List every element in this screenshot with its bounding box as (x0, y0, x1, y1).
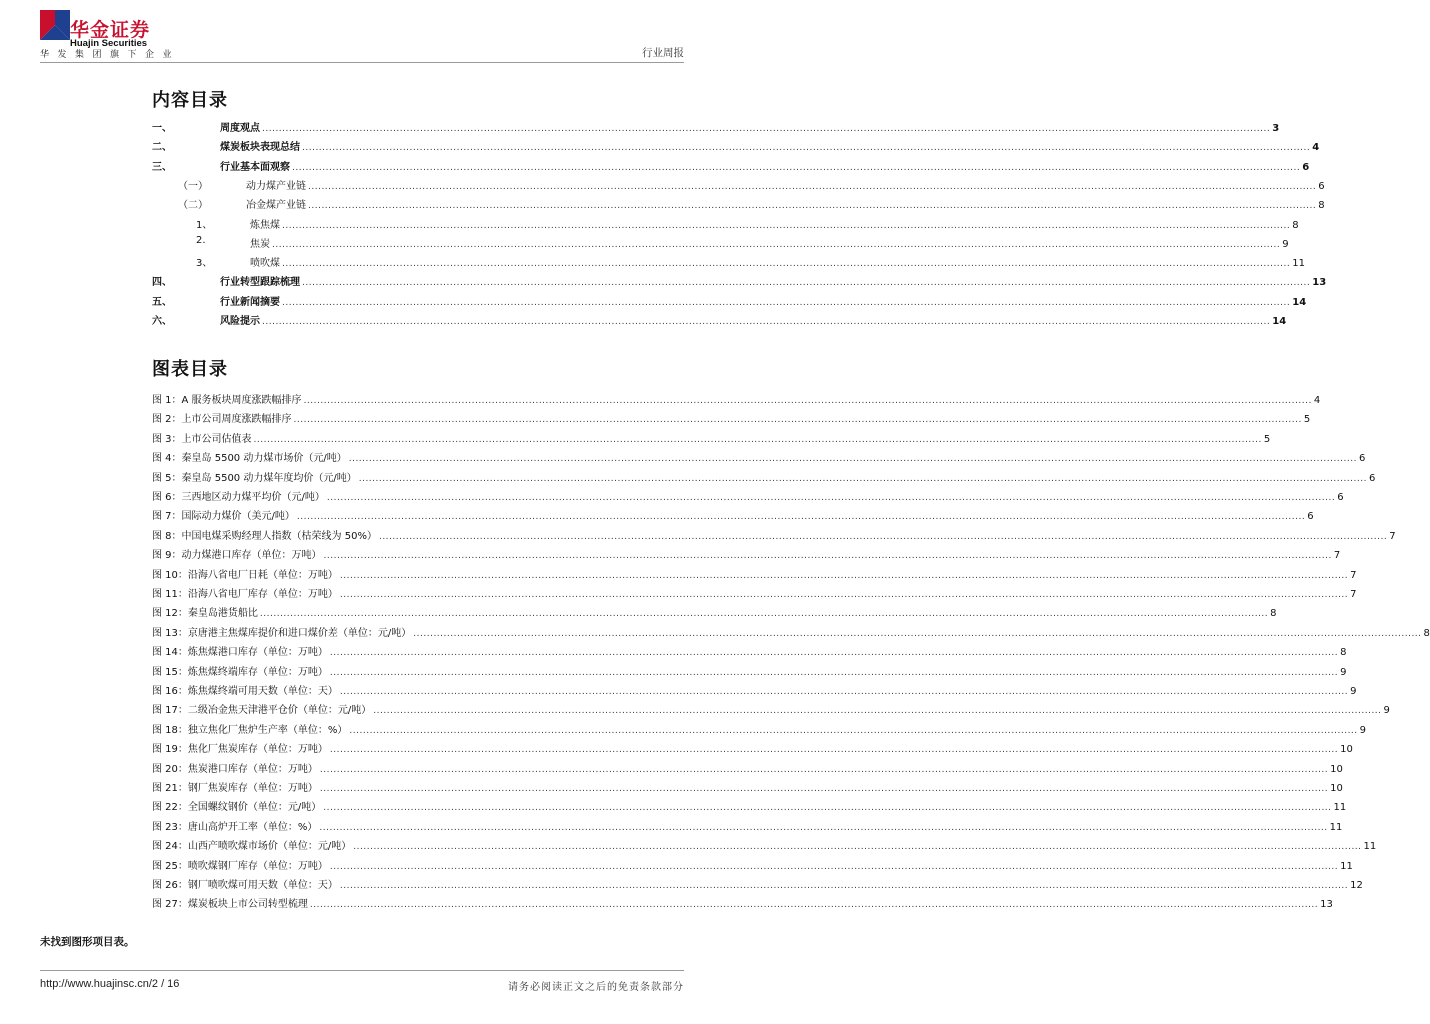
figure-entry-page: 9 (1340, 666, 1347, 678)
figure-entry[interactable] (152, 449, 1366, 467)
toc-entry-label: 行业转型跟踪梳理 (220, 277, 300, 289)
figure-entry-label: 图 25：喷吹煤钢厂库存（单位：万吨） (152, 860, 328, 872)
leader-dots: ............................................................................................................................................................................................................................................................................................................ (308, 181, 1317, 192)
figure-entry-label: 图 11：沿海八省电厂库存（单位：万吨） (152, 589, 338, 600)
toc-entry-page: 9 (1282, 238, 1289, 250)
toc-entry-label: 行业基本面观察 (220, 161, 290, 173)
leader-dots: ............................................................................................................................................................................................................................................................................................................ (339, 687, 1349, 697)
leader-dots: ............................................................................................................................................................................................................................................................................................................ (309, 900, 1319, 911)
toc-entry-page: 14 (1292, 296, 1307, 308)
toc-entry[interactable] (152, 293, 1307, 311)
leader-dots: ............................................................................................................................................................................................................................................................................................................ (329, 861, 1339, 872)
toc-entry-page: 14 (1272, 316, 1287, 327)
figure-entry-page: 11 (1340, 860, 1353, 872)
figure-entry[interactable] (152, 895, 1333, 913)
leader-dots: ............................................................................................................................................................................................................................................................................................................ (282, 220, 1291, 231)
toc-entry-number: （一） (178, 180, 208, 192)
figure-entry[interactable] (152, 721, 1367, 739)
figure-entry[interactable] (152, 507, 1314, 525)
figure-entry-label: 图 1：A 服务板块周度涨跌幅排序 (152, 395, 302, 406)
figure-entry-label: 图 8：中国电煤采购经理人指数（枯荣线为 50%） (152, 530, 377, 542)
leader-dots: ............................................................................................................................................................................................................................................................................................................ (293, 415, 1302, 426)
leader-dots: ............................................................................................................................................................................................................................................................................................................ (302, 143, 1311, 154)
figure-entry-page: 5 (1303, 414, 1311, 426)
figure-entry-label: 图 14：炼焦煤港口库存（单位：万吨） (152, 647, 328, 659)
toc-entry-label: 周度观点 (220, 123, 260, 134)
leader-dots: ............................................................................................................................................................................................................................................................................................................ (319, 822, 1328, 833)
toc-entry-page: 8 (1318, 200, 1325, 212)
toc-entry-number: 六、 (152, 316, 172, 327)
figure-entry-label: 图 9：动力煤港口库存（单位：万吨） (152, 550, 322, 562)
no-figure-list-note: 未找到图形项目表。 (40, 936, 135, 948)
leader-dots: ............................................................................................................................................................................................................................................................................................................ (353, 842, 1362, 853)
figure-entry[interactable] (152, 585, 1357, 603)
figure-entry-label: 图 12：秦皇岛港货船比 (152, 608, 258, 620)
leader-dots: ............................................................................................................................................................................................................................................................................................................ (262, 124, 1271, 134)
leader-dots: ............................................................................................................................................................................................................................................................................................................ (323, 803, 1332, 814)
figure-entry[interactable] (152, 527, 1396, 545)
leader-dots: ............................................................................................................................................................................................................................................................................................................ (319, 764, 1329, 775)
figure-entry-page: 6 (1358, 453, 1366, 465)
leader-dots: ............................................................................................................................................................................................................................................................................................................ (329, 667, 1339, 678)
leader-dots: ............................................................................................................................................................................................................................................................................................................ (326, 493, 1336, 503)
toc-entry-label: 煤炭板块表现总结 (220, 142, 300, 154)
figure-entry[interactable] (152, 488, 1344, 506)
toc-entry-number: 三、 (152, 161, 172, 173)
figure-entry-label: 图 5：秦皇岛 5500 动力煤年度均价（元/吨） (152, 472, 357, 484)
leader-dots: ............................................................................................................................................................................................................................................................................................................ (308, 201, 1317, 212)
figure-entry-page: 11 (1333, 802, 1347, 814)
toc-entry-label: 炼焦煤 (250, 219, 280, 231)
figure-entry[interactable] (152, 876, 1363, 894)
leader-dots: ............................................................................................................................................................................................................................................................................................................ (339, 570, 1349, 581)
figure-entry[interactable] (152, 682, 1357, 700)
figure-entry[interactable] (152, 643, 1347, 661)
figure-entry[interactable] (152, 837, 1377, 855)
figure-entry-page: 11 (1363, 841, 1377, 853)
leader-dots: ............................................................................................................................................................................................................................................................................................................ (358, 473, 1367, 484)
figure-entry-page: 9 (1359, 724, 1367, 736)
figure-entry-page: 11 (1329, 821, 1343, 833)
leader-dots: ............................................................................................................................................................................................................................................................................................................ (378, 531, 1388, 542)
toc-entry-number: 一、 (152, 123, 172, 134)
leader-dots: ............................................................................................................................................................................................................................................................................................................ (272, 239, 1281, 250)
figure-entry-page: 7 (1333, 550, 1341, 562)
figure-entry-label: 图 20：焦炭港口库存（单位：万吨） (152, 763, 318, 775)
leader-dots: ............................................................................................................................................................................................................................................................................................................ (302, 278, 1311, 289)
brand-name-cn: 华金证券 (70, 19, 151, 41)
toc-entry-page: 11 (1292, 258, 1305, 270)
toc-entry-label: 动力煤产业链 (246, 180, 306, 192)
toc-entry-label: 行业新闻摘要 (220, 296, 280, 308)
toc-entry[interactable] (152, 254, 1305, 272)
toc-entry-page: 6 (1318, 180, 1325, 192)
leader-dots: ............................................................................................................................................................................................................................................................................................................ (329, 745, 1339, 756)
figure-entry-page: 7 (1350, 589, 1357, 600)
figure-entry-page: 6 (1368, 472, 1376, 484)
toc-entry[interactable] (152, 196, 1325, 214)
figure-entry-label: 图 19：焦化厂焦炭库存（单位：万吨） (152, 744, 328, 756)
figure-entry-page: 5 (1263, 433, 1271, 445)
figure-entry-page: 8 (1270, 608, 1277, 620)
leader-dots: ............................................................................................................................................................................................................................................................................................................ (282, 259, 1291, 270)
figure-entry-page: 6 (1307, 511, 1314, 523)
footer-divider (40, 970, 684, 971)
toc-entry-label: 焦炭 (250, 238, 270, 250)
figure-entry-page: 8 (1423, 627, 1430, 639)
figure-entry[interactable] (152, 391, 1321, 409)
figures-title: 图表目录 (152, 359, 228, 380)
toc-entry-page: 6 (1302, 161, 1310, 173)
leader-dots: ............................................................................................................................................................................................................................................................................................................ (373, 706, 1382, 717)
leader-dots: ............................................................................................................................................................................................................................................................................................................ (296, 512, 1306, 523)
toc-entry-page: 4 (1312, 142, 1320, 154)
figure-entry-label: 图 21：钢厂焦炭库存（单位：万吨） (152, 783, 318, 794)
footer-disclaimer: 请务必阅读正文之后的免责条款部分 (508, 982, 684, 993)
leader-dots: ............................................................................................................................................................................................................................................................................................................ (349, 725, 1358, 736)
figure-entry-page: 10 (1330, 763, 1343, 775)
figure-entry-page: 7 (1389, 530, 1396, 542)
toc-entry[interactable] (152, 158, 1310, 176)
figure-entry-label: 图 18：独立焦化厂焦炉生产率（单位：%） (152, 724, 348, 736)
header-divider (40, 62, 684, 63)
figure-entry-label: 图 16：炼焦煤终端可用天数（单位：天） (152, 686, 338, 697)
figure-entry[interactable] (152, 818, 1343, 836)
figure-entry-label: 图 6：三西地区动力煤平均价（元/吨） (152, 492, 325, 503)
figure-entry-label: 图 23：唐山高炉开工率（单位：%） (152, 821, 318, 833)
figure-entry[interactable] (152, 798, 1347, 816)
figure-entry[interactable] (152, 469, 1376, 487)
figure-entry-page: 7 (1350, 569, 1357, 581)
toc-entry-number: 五、 (152, 296, 172, 308)
toc-entry-page: 8 (1292, 219, 1299, 231)
leader-dots: ............................................................................................................................................................................................................................................................................................................ (282, 297, 1291, 308)
leader-dots: ............................................................................................................................................................................................................................................................................................................ (329, 648, 1339, 659)
brand-name-en: Huajin Securities (70, 38, 148, 49)
figure-entry-page: 6 (1337, 492, 1344, 503)
leader-dots: ............................................................................................................................................................................................................................................................................................................ (413, 628, 1422, 639)
toc-entry[interactable] (152, 119, 1280, 137)
figure-entry-label: 图 26：钢厂喷吹煤可用天数（单位：天） (152, 880, 338, 891)
toc-entry-label: 冶金煤产业链 (246, 200, 306, 212)
figure-entry-label: 图 24：山西产喷吹煤市场价（单位：元/吨） (152, 841, 352, 853)
leader-dots: ............................................................................................................................................................................................................................................................................................................ (292, 162, 1301, 173)
toc-entry[interactable] (152, 273, 1327, 291)
figure-entry[interactable] (152, 663, 1347, 681)
figure-entry[interactable] (152, 604, 1277, 622)
figure-entry[interactable] (152, 624, 1430, 642)
leader-dots: ............................................................................................................................................................................................................................................................................................................ (348, 454, 1357, 465)
leader-dots: ............................................................................................................................................................................................................................................................................................................ (262, 317, 1271, 327)
report-type: 行业周报 (642, 47, 684, 59)
toc-entry[interactable] (152, 177, 1325, 195)
figure-entry[interactable] (152, 430, 1271, 448)
toc-entry-number: 2. (196, 234, 206, 246)
figure-entry-label: 图 17：二级冶金焦天津港平仓价（单位：元/吨） (152, 705, 372, 717)
toc-entry[interactable] (152, 312, 1287, 330)
toc-title: 内容目录 (152, 90, 228, 111)
leader-dots: ............................................................................................................................................................................................................................................................................................................ (339, 881, 1349, 891)
figure-entry[interactable] (152, 410, 1311, 428)
figure-entry-page: 9 (1350, 686, 1357, 697)
leader-dots: ............................................................................................................................................................................................................................................................................................................ (259, 609, 1269, 620)
toc-entry-label: 风险提示 (220, 316, 260, 327)
figure-entry-page: 8 (1340, 647, 1347, 659)
figure-entry[interactable] (152, 857, 1353, 875)
figure-entry-label: 图 13：京唐港主焦煤库提价和进口煤价差（单位：元/吨） (152, 627, 412, 639)
toc-entry-number: 3、 (196, 258, 213, 270)
figure-entry-page: 12 (1350, 880, 1363, 891)
toc-entry-label: 喷吹煤 (250, 258, 280, 270)
footer-url-page (40, 978, 179, 990)
figure-entry-label: 图 7：国际动力煤价（美元/吨） (152, 511, 295, 523)
company-tagline: 华发集团旗下企业 (40, 50, 181, 60)
leader-dots: ............................................................................................................................................................................................................................................................................................................ (323, 551, 1332, 562)
figure-entry[interactable] (152, 779, 1343, 797)
leader-dots: ............................................................................................................................................................................................................................................................................................................ (303, 396, 1312, 406)
figure-entry[interactable] (152, 760, 1343, 778)
leader-dots: ............................................................................................................................................................................................................................................................................................................ (253, 434, 1262, 445)
figure-entry-label: 图 27：煤炭板块上市公司转型梳理 (152, 899, 308, 911)
figure-entry[interactable] (152, 566, 1357, 584)
huajin-logo-icon (40, 10, 70, 40)
toc-entry-page: 13 (1312, 277, 1327, 289)
toc-entry-number: 二、 (152, 142, 172, 154)
figure-entry-page: 9 (1383, 705, 1390, 717)
figure-entry[interactable] (152, 740, 1353, 758)
figure-entry-page: 10 (1340, 744, 1353, 756)
figure-entry-label: 图 22：全国螺纹钢价（单位：元/吨） (152, 802, 322, 814)
figure-entry-page: 10 (1330, 783, 1343, 794)
toc-entry[interactable] (152, 138, 1320, 156)
figure-entry-label: 图 15：炼焦煤终端库存（单位：万吨） (152, 666, 328, 678)
figure-entry[interactable] (152, 546, 1341, 564)
figure-entry-label: 图 3：上市公司估值表 (152, 433, 252, 445)
toc-entry-page: 3 (1272, 123, 1280, 134)
toc-entry[interactable] (152, 234, 1289, 253)
figure-entry-label: 图 10：沿海八省电厂日耗（单位：万吨） (152, 569, 338, 581)
figure-entry-page: 4 (1313, 395, 1321, 406)
toc-entry-number: 1、 (196, 219, 213, 231)
leader-dots: ............................................................................................................................................................................................................................................................................................................ (319, 784, 1329, 794)
toc-entry-number: 四、 (152, 277, 172, 289)
footer-url[interactable]: http://www.huajinsc.cn/ (40, 978, 152, 990)
toc-entry[interactable] (152, 216, 1299, 234)
figure-entry-label: 图 4：秦皇岛 5500 动力煤市场价（元/吨） (152, 453, 347, 465)
figure-entry-label: 图 2：上市公司周度涨跌幅排序 (152, 414, 292, 426)
figure-entry[interactable] (152, 701, 1390, 719)
footer-page-number: 2 / 16 (151, 978, 180, 990)
leader-dots: ............................................................................................................................................................................................................................................................................................................ (339, 590, 1349, 600)
figure-entry-page: 13 (1320, 899, 1333, 911)
toc-entry-number: （二） (178, 200, 208, 212)
